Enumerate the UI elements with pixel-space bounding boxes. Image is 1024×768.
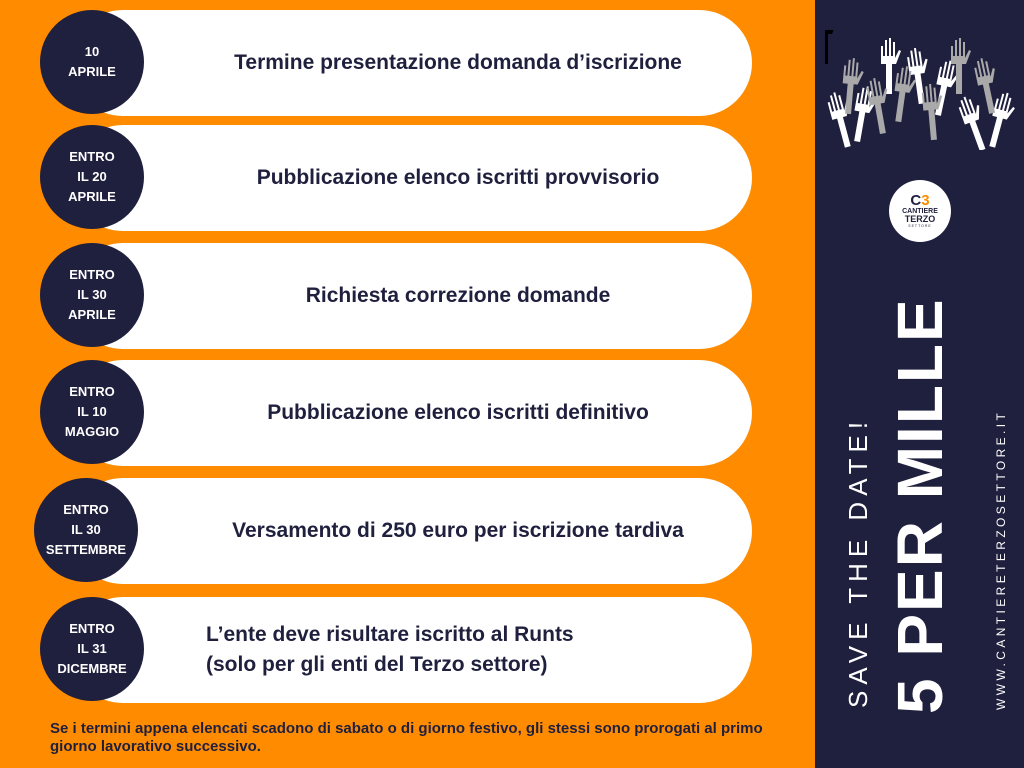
date-line: APRILE (68, 64, 116, 79)
date-line: ENTRO (63, 502, 109, 517)
date-badge (40, 243, 144, 347)
main-title: 5 PER MILLE (884, 297, 956, 714)
deadline-text: Pubblicazione elenco iscritti definitivo (267, 401, 649, 424)
deadline-text: Richiesta correzione domande (305, 284, 611, 307)
date-badge (40, 10, 144, 114)
deadline-row (40, 10, 752, 116)
date-line: IL 30 (77, 287, 107, 302)
deadline-text: Termine presentazione domanda d’iscrizione (234, 51, 682, 74)
footnote: Se i termini appena elencati scadono di sabato o di giorno festivo, gli stessi sono prorogati al primo giorno lavorativo successivo. (50, 720, 763, 755)
date-line: IL 20 (77, 169, 107, 184)
date-line: DICEMBRE (57, 661, 127, 676)
date-line: ENTRO (69, 149, 115, 164)
deadline-text: L’ente deve risultare iscritto al Runts (206, 623, 574, 646)
logo-mark: C3 (910, 191, 930, 209)
deadline-label (144, 10, 752, 116)
deadline-row (40, 125, 752, 231)
logo-line: CANTIERE (902, 207, 938, 215)
deadline-label (144, 478, 752, 584)
cantiere-terzo-settore-logo (889, 180, 951, 242)
date-line: 10 (84, 44, 100, 59)
date-line: IL 10 (77, 404, 107, 419)
deadline-row (40, 597, 752, 703)
deadline-label (144, 125, 752, 231)
date-line: IL 31 (77, 641, 107, 656)
logo-line: TERZO (904, 213, 936, 224)
deadline-row (40, 360, 752, 466)
deadline-text: Pubblicazione elenco iscritti provvisorio (256, 166, 660, 189)
deadline-text: Versamento di 250 euro per iscrizione tardiva (232, 519, 684, 542)
website-link[interactable]: WWW.CANTIERETERZOSETTORE.IT (994, 409, 1008, 710)
date-line: APRILE (68, 189, 116, 204)
deadline-row (40, 478, 752, 584)
date-line: ENTRO (69, 621, 115, 636)
date-badge (40, 360, 144, 464)
date-badge (40, 125, 144, 229)
date-badge (34, 478, 138, 582)
logo-line: SETTORE (908, 223, 932, 228)
save-the-date-text: SAVE THE DATE! (843, 415, 873, 708)
date-badge (40, 597, 144, 701)
deadline-label (144, 360, 752, 466)
deadline-label (144, 597, 752, 703)
date-line: APRILE (68, 307, 116, 322)
deadline-row (40, 243, 752, 349)
date-line: MAGGIO (64, 424, 120, 439)
date-line: ENTRO (69, 384, 115, 399)
deadline-label (144, 243, 752, 349)
date-line: SETTEMBRE (45, 542, 127, 557)
date-line: ENTRO (69, 267, 115, 282)
raised-hands-icon (825, 30, 1015, 150)
date-line: IL 30 (71, 522, 101, 537)
deadline-text: (solo per gli enti del Terzo settore) (206, 653, 548, 676)
